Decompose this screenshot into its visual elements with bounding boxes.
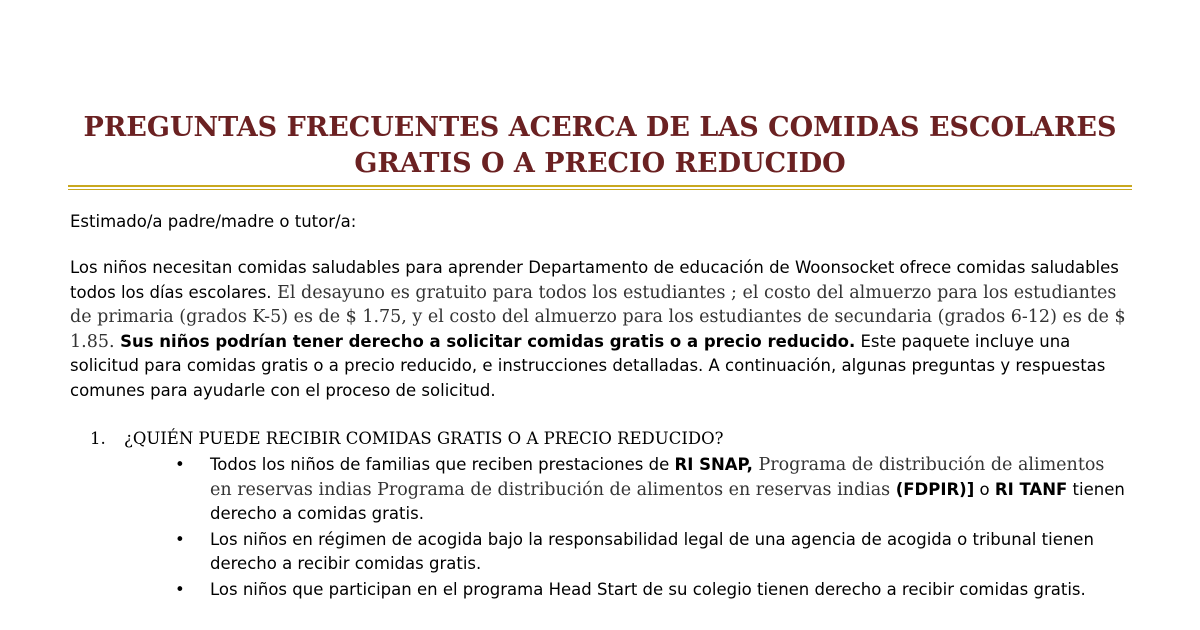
title-divider-thick — [68, 185, 1132, 187]
question-1-number: 1. — [90, 429, 106, 448]
list-item: • Todos los niños de familias que reciben prestaciones de RI SNAP, Programa de distribución de alimentos en reservas indias Programa de distribución de alimentos en reservas indias (FDPIR)] o RI TANF tienen derecho a comidas gratis. — [175, 455, 1125, 523]
salutation: Estimado/a padre/madre o tutor/a: — [70, 212, 357, 231]
list-item: • Los niños que participan en el programa Head Start de su colegio tienen derecho a recibir comidas gratis. — [210, 578, 1130, 603]
intro-paragraph — [70, 256, 1140, 403]
intro-sentence-1: Los niños necesitan comidas saludables para aprender Departamento de educación de Woonsocket ofrece comidas saludables todos los días escolares. — [70, 258, 1119, 302]
title-line-2: GRATIS O A PRECIO REDUCIDO — [354, 148, 846, 179]
title-line-1: PREGUNTAS FRECUENTES ACERCA DE LAS COMIDAS ESCOLARES — [83, 112, 1117, 143]
document-title — [60, 110, 1140, 182]
intro-package-text: Este paquete incluye una solicitud para comidas gratis o a precio reducido, e instrucciones detalladas. A continuación, algunas preguntas y respuestas comunes para ayudarle con el proceso de solicitud. — [70, 331, 1106, 400]
intro-eligibility-bold: Sus niños podrían tener derecho a solicitar comidas gratis o a precio reducido. — [120, 331, 856, 351]
question-1-text: ¿QUIÉN PUEDE RECIBIR COMIDAS GRATIS O A PRECIO REDUCIDO? — [124, 429, 724, 448]
bullet-icon: • — [175, 579, 185, 599]
bullet-icon: • — [175, 529, 185, 549]
list-item: • Los niños en régimen de acogida bajo la responsabilidad legal de una agencia de acogida o tribunal tienen derecho a recibir comidas gratis. — [175, 529, 1094, 573]
title-divider-thin — [68, 189, 1132, 190]
question-1-answers — [175, 453, 1130, 603]
bullet-icon: • — [175, 455, 185, 474]
intro-cost-text: El desayuno es gratuito para todos los estudiantes ; el costo del almuerzo para los estudiantes de primaria (grados K-5) es de $ 1.75, y el costo del almuerzo para los estudiantes de secundaria (grados 6-12) es de $ 1.85. — [70, 282, 1126, 352]
question-1-heading — [90, 428, 723, 450]
